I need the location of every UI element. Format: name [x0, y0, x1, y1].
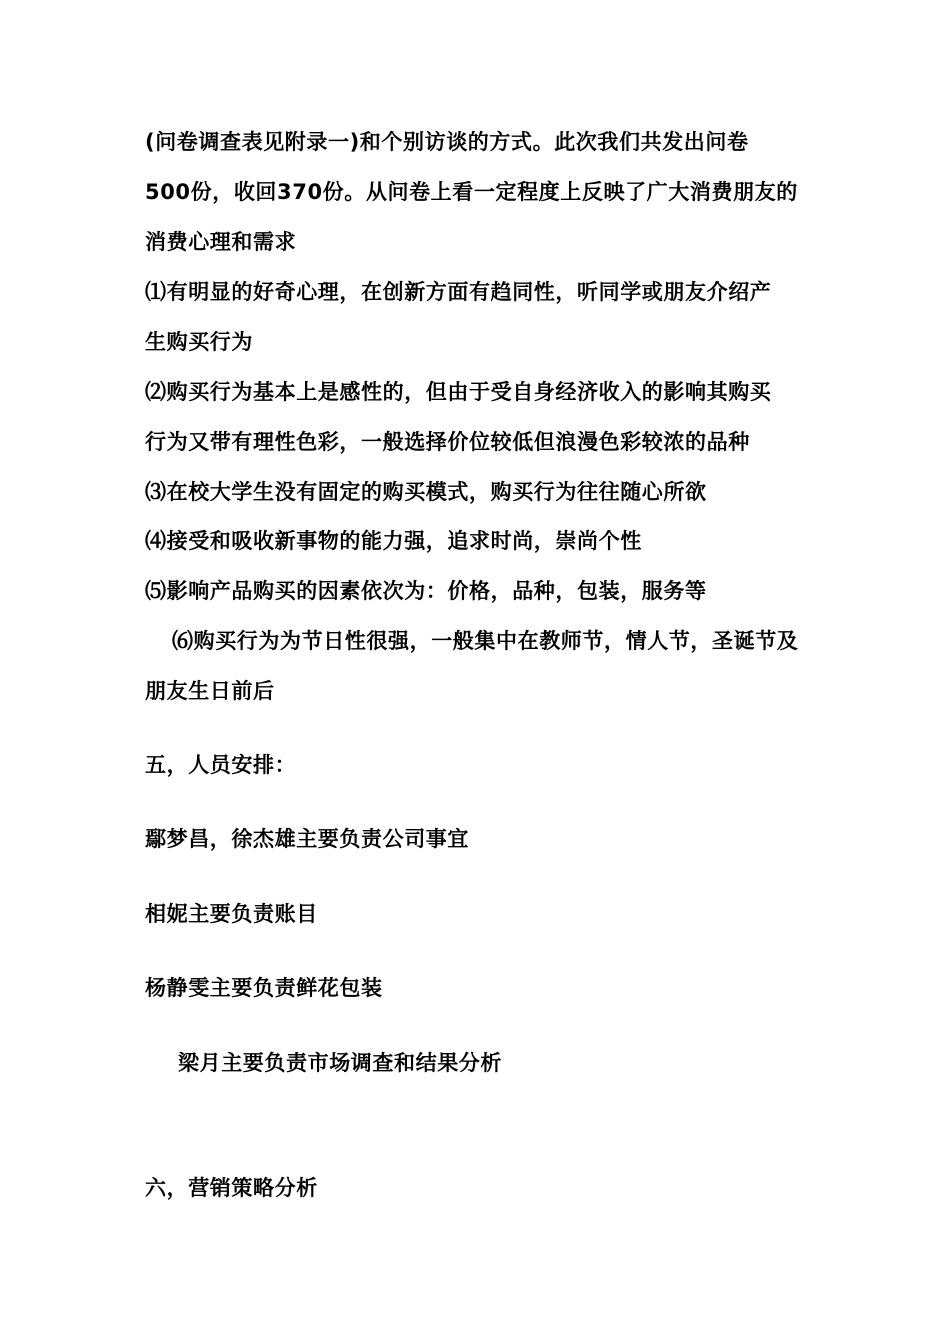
intro-line-3: 消费心理和需求: [145, 230, 297, 254]
intro-line-1: (问卷调查表见附录一)和个别访谈的方式。此次我们共发出问卷: [145, 130, 749, 154]
staff-item-3: 杨静雯主要负责鲜花包装: [145, 976, 383, 1000]
staff-item-2: 相妮主要负责账目: [145, 902, 318, 926]
finding-6-line-2: 朋友生日前后: [145, 679, 275, 703]
finding-6-line-1: ⑹购买行为为节日性很强，一般集中在教师节，情人节，圣诞节及: [172, 629, 799, 653]
section-6-heading: 六，营销策略分析: [145, 1176, 318, 1200]
finding-2-line-2: 行为又带有理性色彩，一般选择价位较低但浪漫色彩较浓的品种: [145, 430, 750, 454]
finding-4: ⑷接受和吸收新事物的能力强，追求时尚，崇尚个性: [145, 529, 642, 553]
finding-5: ⑸影响产品购买的因素依次为：价格，品种，包装，服务等: [145, 579, 707, 603]
staff-item-1: 鄢梦昌，徐杰雄主要负责公司事宜: [145, 827, 469, 851]
section-5-heading: 五，人员安排：: [145, 753, 297, 777]
finding-3: ⑶在校大学生没有固定的购买模式，购买行为往往随心所欲: [145, 480, 707, 504]
staff-item-4: 梁月主要负责市场调查和结果分析: [178, 1051, 502, 1075]
finding-1-line-1: ⑴有明显的好奇心理，在创新方面有趋同性，听同学或朋友介绍产: [145, 280, 772, 304]
finding-1-line-2: 生购买行为: [145, 330, 253, 354]
finding-2-line-1: ⑵购买行为基本上是感性的，但由于受自身经济收入的影响其购买: [145, 380, 772, 404]
intro-line-2: 500份，收回370份。从问卷上看一定程度上反映了广大消费朋友的: [145, 180, 798, 204]
